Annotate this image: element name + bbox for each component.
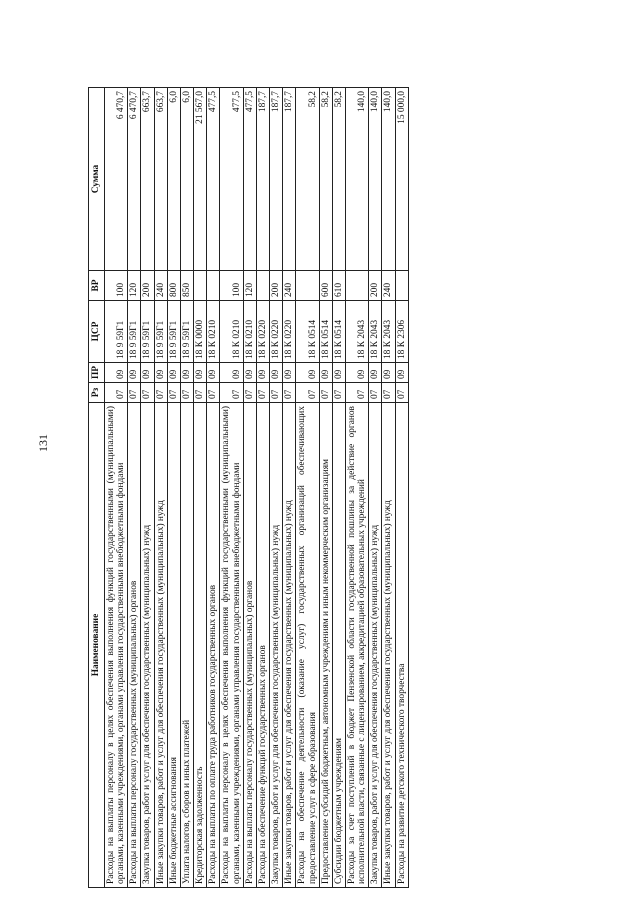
- row-rz: 07: [319, 383, 332, 403]
- row-sum: 140,0: [345, 88, 368, 271]
- row-pr: 09: [382, 363, 395, 383]
- row-rz: 07: [332, 383, 345, 403]
- row-sum: 6 470,7: [128, 88, 141, 271]
- row-sum: 663,7: [154, 88, 167, 271]
- row-csr: 18 К 2043: [382, 301, 395, 363]
- header-vr: ВР: [89, 271, 105, 301]
- row-vr: 200: [369, 271, 382, 301]
- row-pr: 09: [256, 363, 269, 383]
- row-csr: 18 9 59Г1: [105, 301, 128, 363]
- row-pr: 09: [128, 363, 141, 383]
- table-row: [256, 88, 269, 888]
- row-vr: 200: [270, 271, 283, 301]
- header-pr: ПР: [89, 363, 105, 383]
- header-name: Наименование: [89, 403, 105, 888]
- row-csr: 18 9 59Г1: [180, 301, 193, 363]
- table-row: [243, 88, 256, 888]
- row-vr: 600: [319, 271, 332, 301]
- row-vr: 120: [128, 271, 141, 301]
- row-vr: [296, 271, 319, 301]
- row-sum: 187,7: [256, 88, 269, 271]
- row-vr: 240: [283, 271, 296, 301]
- row-vr: 200: [141, 271, 154, 301]
- table-row: [167, 88, 180, 888]
- row-name: Иные закупки товаров, работ и услуг для обеспечения государственных (муниципальных) нужд: [283, 403, 296, 888]
- row-vr: 100: [105, 271, 128, 301]
- row-name: Расходы за счет поступлений в бюджет Пензенской области государственной пошлины за действие органов исполнительной власти, связанные с лицензированием, аккредитацией образовательных учреждений: [345, 403, 368, 888]
- table-row: [220, 88, 243, 888]
- row-csr: 18 К 2043: [345, 301, 368, 363]
- table-row: [382, 88, 395, 888]
- row-name: Закупка товаров, работ и услуг для обеспечения государственных (муниципальных) нужд: [369, 403, 382, 888]
- row-sum: 6,0: [167, 88, 180, 271]
- row-pr: 09: [345, 363, 368, 383]
- table-row: [283, 88, 296, 888]
- row-rz: 07: [128, 383, 141, 403]
- row-name: Иные закупки товаров, работ и услуг для обеспечения государственных (муниципальных) нужд: [154, 403, 167, 888]
- row-name: Закупка товаров, работ и услуг для обеспечения государственных (муниципальных) нужд: [141, 403, 154, 888]
- row-name: Субсидии бюджетным учреждениям: [332, 403, 345, 888]
- row-pr: 09: [319, 363, 332, 383]
- row-csr: 18 К 2306: [395, 301, 408, 363]
- row-sum: 140,0: [369, 88, 382, 271]
- row-vr: 240: [154, 271, 167, 301]
- row-pr: 09: [141, 363, 154, 383]
- row-vr: 120: [243, 271, 256, 301]
- row-pr: 09: [220, 363, 243, 383]
- row-pr: 09: [154, 363, 167, 383]
- row-rz: 07: [256, 383, 269, 403]
- row-name: Закупка товаров, работ и услуг для обеспечения государственных (муниципальных) нужд: [270, 403, 283, 888]
- row-name: Расходы на выплаты персоналу в целях обеспечения выполнения функций государственными (муниципальными) органами, казенными учреждениями, органами управления государственными внебюджетными фондами: [105, 403, 128, 888]
- row-pr: 09: [296, 363, 319, 383]
- row-rz: 07: [167, 383, 180, 403]
- row-rz: 07: [180, 383, 193, 403]
- row-pr: 09: [395, 363, 408, 383]
- table-row: [345, 88, 368, 888]
- row-pr: 09: [207, 363, 220, 383]
- row-sum: 6,0: [180, 88, 193, 271]
- row-sum: 6 470,7: [105, 88, 128, 271]
- row-rz: 07: [141, 383, 154, 403]
- row-rz: 07: [369, 383, 382, 403]
- row-name: Уплата налогов, сборов и иных платежей: [180, 403, 193, 888]
- row-csr: 18 К 2043: [369, 301, 382, 363]
- row-vr: [345, 271, 368, 301]
- row-pr: 09: [243, 363, 256, 383]
- row-pr: 09: [332, 363, 345, 383]
- row-vr: [194, 271, 207, 301]
- row-rz: 07: [296, 383, 319, 403]
- row-csr: 18 К 0210: [243, 301, 256, 363]
- table-row: [154, 88, 167, 888]
- row-pr: 09: [283, 363, 296, 383]
- table-row: [332, 88, 345, 888]
- row-sum: 477,5: [243, 88, 256, 271]
- row-vr: 800: [167, 271, 180, 301]
- row-pr: 09: [167, 363, 180, 383]
- row-sum: 477,5: [220, 88, 243, 271]
- table-row: [128, 88, 141, 888]
- row-pr: 09: [270, 363, 283, 383]
- table-row: [296, 88, 319, 888]
- row-name: Расходы на выплаты персоналу государственных (муниципальных) органов: [243, 403, 256, 888]
- row-rz: 07: [283, 383, 296, 403]
- row-csr: 18 К 0220: [256, 301, 269, 363]
- row-csr: 18 К 0000: [194, 301, 207, 363]
- row-vr: 610: [332, 271, 345, 301]
- row-sum: 477,5: [207, 88, 220, 271]
- row-sum: 663,7: [141, 88, 154, 271]
- row-name: Кредиторская задолженность: [194, 403, 207, 888]
- table-row: [180, 88, 193, 888]
- row-rz: 07: [194, 383, 207, 403]
- row-name: Расходы на обеспечение деятельности (оказание услуг) государственных организаций обеспечивающих предоставление услуг в сфере образования: [296, 403, 319, 888]
- row-rz: 07: [270, 383, 283, 403]
- row-csr: 18 9 59Г1: [154, 301, 167, 363]
- row-csr: 18 К 0514: [332, 301, 345, 363]
- row-name: Расходы на выплаты персоналу в целях обеспечения выполнения функций государственными (муниципальными) органами, казенными учреждениями, органами управления государственными внебюджетными фондами: [220, 403, 243, 888]
- row-sum: 58,2: [332, 88, 345, 271]
- row-csr: 18 9 59Г1: [167, 301, 180, 363]
- row-csr: 18 К 0514: [296, 301, 319, 363]
- header-csr: ЦСР: [89, 301, 105, 363]
- row-vr: [256, 271, 269, 301]
- row-csr: 18 К 0220: [283, 301, 296, 363]
- row-vr: 100: [220, 271, 243, 301]
- row-sum: 58,2: [319, 88, 332, 271]
- row-vr: [395, 271, 408, 301]
- row-pr: 09: [194, 363, 207, 383]
- table-row: [395, 88, 408, 888]
- row-vr: 850: [180, 271, 193, 301]
- row-rz: 07: [207, 383, 220, 403]
- page-number: 131: [36, 434, 50, 452]
- row-csr: 18 9 59Г1: [128, 301, 141, 363]
- row-name: Иные закупки товаров, работ и услуг для обеспечения государственных (муниципальных) нужд: [382, 403, 395, 888]
- row-name: Расходы на выплаты по оплате труда работников государственных органов: [207, 403, 220, 888]
- row-name: Иные бюджетные ассигнования: [167, 403, 180, 888]
- row-vr: 240: [382, 271, 395, 301]
- row-sum: 187,7: [270, 88, 283, 271]
- table-row: [207, 88, 220, 888]
- header-sum: Сумма: [89, 88, 105, 271]
- row-sum: 140,0: [382, 88, 395, 271]
- row-name: Расходы на развитие детского технического творчества: [395, 403, 408, 888]
- row-pr: 09: [180, 363, 193, 383]
- table-row: [270, 88, 283, 888]
- row-rz: 07: [154, 383, 167, 403]
- row-rz: 07: [382, 383, 395, 403]
- header-rz: Рз: [89, 383, 105, 403]
- row-csr: 18 К 0210: [207, 301, 220, 363]
- row-rz: 07: [345, 383, 368, 403]
- row-pr: 09: [369, 363, 382, 383]
- table-row: [319, 88, 332, 888]
- row-rz: 07: [220, 383, 243, 403]
- row-sum: 15 000,0: [395, 88, 408, 271]
- table-row: [194, 88, 207, 888]
- budget-table: [88, 87, 409, 888]
- row-csr: 18 9 59Г1: [141, 301, 154, 363]
- row-csr: 18 К 0514: [319, 301, 332, 363]
- row-rz: 07: [105, 383, 128, 403]
- table-row: [141, 88, 154, 888]
- table-row: [369, 88, 382, 888]
- row-csr: 18 К 0210: [220, 301, 243, 363]
- row-rz: 07: [395, 383, 408, 403]
- row-vr: [207, 271, 220, 301]
- row-sum: 58,2: [296, 88, 319, 271]
- row-name: Расходы на обеспечение функций государственных органов: [256, 403, 269, 888]
- table-header-row: [89, 88, 105, 888]
- rotated-page-content: [88, 88, 564, 888]
- row-name: Предоставление субсидий бюджетным, автономным учреждениям и иным некоммерческим организациям: [319, 403, 332, 888]
- row-sum: 187,7: [283, 88, 296, 271]
- row-rz: 07: [243, 383, 256, 403]
- row-csr: 18 К 0220: [270, 301, 283, 363]
- table-row: [105, 88, 128, 888]
- row-sum: 21 567,0: [194, 88, 207, 271]
- row-pr: 09: [105, 363, 128, 383]
- row-name: Расходы на выплаты персоналу государственных (муниципальных) органов: [128, 403, 141, 888]
